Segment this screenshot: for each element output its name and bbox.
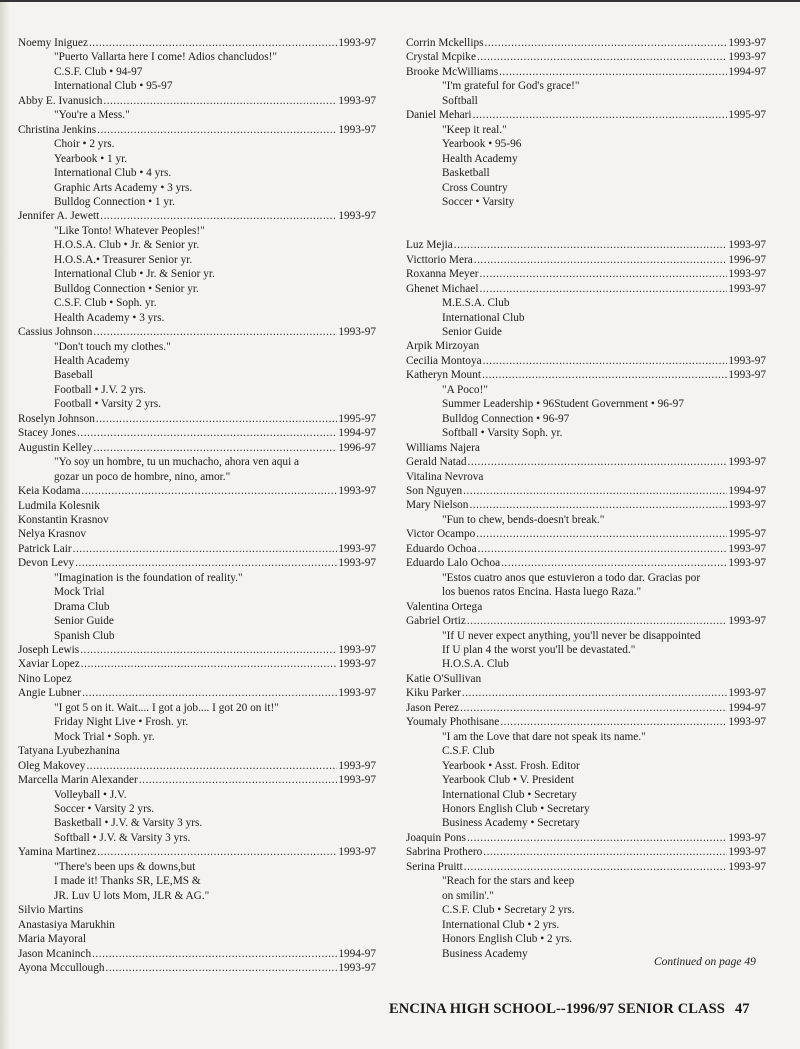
- senior-detail: "Keep it real.": [442, 123, 507, 136]
- senior-name: Gabriel Ortiz: [406, 615, 466, 628]
- senior-name: Vitalina Nevrova: [406, 470, 484, 483]
- senior-name: Oleg Makovey: [18, 759, 86, 772]
- senior-detail: C.S.F. Club • 94-97: [54, 65, 143, 78]
- senior-entry: [406, 455, 766, 469]
- top-border: [0, 0, 800, 2]
- dot-leader: [479, 282, 727, 296]
- senior-years: 1994-97: [728, 485, 766, 498]
- senior-detail: International Club • Secretary: [442, 788, 577, 801]
- dot-leader: [460, 701, 727, 715]
- senior-entry: [18, 657, 376, 671]
- senior-years: 1995-97: [728, 528, 766, 541]
- senior-years: 1993-97: [338, 94, 376, 107]
- senior-name: Ghenet Michael: [406, 282, 479, 295]
- senior-detail: Yearbook • 1 yr.: [54, 152, 128, 165]
- dot-leader: [462, 686, 727, 700]
- senior-detail: I made it! Thanks SR, LE,MS &: [54, 875, 201, 888]
- senior-years: 1993-97: [338, 687, 376, 700]
- senior-name: Williams Najera: [406, 441, 480, 454]
- senior-name: Patrick Lair: [18, 542, 72, 555]
- senior-years: 1994-97: [338, 427, 376, 440]
- senior-name: Xaviar Lopez: [18, 658, 80, 671]
- senior-entry: [406, 368, 766, 382]
- senior-entry: [18, 123, 376, 137]
- senior-detail: Soccer • Varsity 2 yrs.: [54, 803, 155, 816]
- senior-entry: [18, 672, 376, 686]
- senior-name: Sabrina Prothero: [406, 846, 483, 859]
- senior-name: Christina Jenkins: [18, 123, 97, 136]
- senior-name: Cecilia Montoya: [406, 354, 482, 367]
- senior-detail: International Club • 95-97: [54, 80, 173, 93]
- senior-detail: "Don't touch my clothes.": [54, 340, 171, 353]
- senior-detail: Senior Guide: [54, 615, 114, 628]
- senior-years: 1995-97: [728, 109, 766, 122]
- senior-entry: [18, 744, 376, 758]
- dot-leader: [482, 368, 727, 382]
- senior-name: Abby E. Ivanusich: [18, 94, 103, 107]
- dot-leader: [499, 65, 727, 79]
- senior-name: Silvio Martins: [18, 904, 83, 917]
- senior-name: Roxanna Meyer: [406, 268, 479, 281]
- senior-entry: [406, 441, 766, 455]
- senior-detail: H.O.S.A. Club: [442, 658, 509, 671]
- senior-years: 1993-97: [338, 557, 376, 570]
- senior-entry: [406, 701, 766, 715]
- senior-years: 1993-97: [338, 542, 376, 555]
- senior-detail: on smilin'.": [442, 889, 494, 902]
- senior-name: Gerald Natad: [406, 456, 467, 469]
- dot-leader: [467, 831, 727, 845]
- senior-name: Valentina Ortega: [406, 600, 483, 613]
- senior-detail: "Estos cuatro anos que estuvieron a todo dar. Gracias por: [442, 571, 701, 584]
- senior-detail: Softball • Varsity Soph. yr.: [442, 427, 563, 440]
- senior-name: Nelya Krasnov: [18, 528, 87, 541]
- senior-entry: [406, 354, 766, 368]
- page-number: 47: [734, 1001, 750, 1017]
- senior-years: 1994-97: [728, 701, 766, 714]
- senior-years: 1993-97: [728, 239, 766, 252]
- senior-years: 1993-97: [728, 542, 766, 555]
- dot-leader: [80, 643, 337, 657]
- senior-detail: "I got 5 on it. Wait.... I got a job.... I got 20 on it!": [54, 701, 279, 714]
- senior-detail: Yearbook • Asst. Frosh. Editor: [442, 759, 580, 772]
- senior-detail: Senior Guide: [442, 326, 502, 339]
- senior-entry: [406, 715, 766, 729]
- senior-name: Victtorio Mera: [406, 253, 473, 266]
- senior-name: Tatyana Lyubezhanina: [18, 745, 120, 758]
- senior-detail: International Club • Jr. & Senior yr.: [54, 268, 215, 281]
- senior-entry: [406, 672, 766, 686]
- senior-detail: "Like Tonto! Whatever Peoples!": [54, 224, 205, 237]
- senior-detail: "Reach for the stars and keep: [442, 875, 575, 888]
- senior-detail: Volleyball • J.V.: [54, 788, 127, 801]
- senior-detail: H.O.S.A.• Treasurer Senior yr.: [54, 253, 193, 266]
- senior-entry: [406, 282, 766, 296]
- senior-years: 1993-97: [338, 37, 376, 49]
- footer-title: ENCINA HIGH SCHOOL--1996/97 SENIOR CLASS: [389, 1001, 725, 1017]
- senior-name: Stacey Jones: [18, 427, 77, 440]
- senior-name: Brooke McWilliams: [406, 65, 499, 78]
- dot-leader: [106, 961, 338, 975]
- dot-leader: [483, 354, 728, 368]
- senior-name: Youmaly Phothisane: [406, 716, 500, 729]
- senior-detail: Soccer • Varsity: [442, 195, 515, 208]
- senior-detail: Honors English Club • 2 yrs.: [442, 933, 573, 946]
- senior-name: Ayona Mccullough: [18, 962, 105, 974]
- senior-years: 1993-97: [338, 326, 376, 339]
- senior-name: Yamina Martinez: [18, 846, 97, 859]
- senior-entry: [18, 527, 376, 541]
- senior-years: 1993-97: [338, 644, 376, 657]
- senior-entry: [406, 238, 766, 252]
- senior-years: 1993-97: [728, 456, 766, 469]
- senior-detail: C.S.F. Club • Soph. yr.: [54, 297, 157, 310]
- senior-years: 1993-97: [728, 860, 766, 873]
- senior-detail: Cross Country: [442, 181, 508, 194]
- senior-name: Luz Mejia: [406, 239, 453, 252]
- senior-entry: [406, 498, 766, 512]
- senior-entry: [18, 773, 376, 787]
- senior-detail: Bulldog Connection • 96-97: [442, 412, 570, 425]
- senior-entry: [406, 686, 766, 700]
- dot-leader: [103, 94, 337, 108]
- senior-years: 1993-97: [338, 658, 376, 671]
- senior-name: Konstantin Krasnov: [18, 513, 109, 526]
- senior-detail: Bulldog Connection • 1 yr.: [54, 195, 175, 208]
- senior-name: Corrin Mckellips: [406, 37, 484, 49]
- senior-years: 1996-97: [338, 441, 376, 454]
- dot-leader: [476, 527, 727, 541]
- dot-leader: [75, 556, 337, 570]
- dot-leader: [501, 556, 727, 570]
- senior-detail: los buenos ratos Encina. Hasta luego Raza.": [442, 586, 642, 599]
- senior-entry: [18, 845, 376, 859]
- senior-detail: H.O.S.A. Club • Jr. & Senior yr.: [54, 239, 200, 252]
- dot-leader: [454, 238, 728, 252]
- senior-years: 1993-97: [728, 557, 766, 570]
- senior-years: 1993-97: [338, 485, 376, 498]
- senior-years: 1996-97: [728, 253, 766, 266]
- senior-entry: [18, 686, 376, 700]
- senior-entry: [406, 65, 766, 79]
- senior-detail: Spanish Club: [54, 629, 115, 642]
- senior-detail: Bulldog Connection • Senior yr.: [54, 282, 199, 295]
- senior-entry: [406, 267, 766, 281]
- senior-years: 1993-97: [728, 499, 766, 512]
- senior-detail: Honors English Club • Secretary: [442, 802, 590, 815]
- dot-leader: [473, 108, 728, 122]
- senior-name: Jason Mcaninch: [18, 947, 92, 960]
- senior-entry: [18, 412, 376, 426]
- dot-leader: [73, 542, 338, 556]
- dot-leader: [469, 498, 727, 512]
- dot-leader: [485, 36, 728, 50]
- senior-name: Katie O'Sullivan: [406, 672, 482, 685]
- dot-leader: [93, 441, 337, 455]
- senior-entry: [18, 932, 376, 946]
- senior-name: Mary Nielson: [406, 499, 469, 512]
- senior-entry: [18, 556, 376, 570]
- split-right: Student Government • 96-97: [554, 398, 684, 411]
- senior-detail: Friday Night Live • Frosh. yr.: [54, 716, 189, 729]
- senior-years: 1993-97: [728, 846, 766, 859]
- dot-leader: [463, 484, 727, 498]
- senior-detail: Softball • J.V. & Varsity 3 yrs.: [54, 831, 191, 844]
- senior-entry: [18, 484, 376, 498]
- senior-name: Angie Lubner: [18, 687, 82, 700]
- senior-years: 1993-97: [728, 831, 766, 844]
- senior-name: Jennifer A. Jewett: [18, 210, 100, 223]
- senior-detail: "Yo soy un hombre, tu un muchacho, ahora ven aqui a: [54, 456, 300, 469]
- dot-leader: [86, 759, 337, 773]
- senior-detail: "Fun to chew, bends-doesn't break.": [442, 513, 605, 526]
- senior-name: Joaquin Pons: [406, 831, 466, 844]
- page-footer: [389, 1001, 750, 1018]
- dot-leader: [81, 484, 337, 498]
- senior-name: Eduardo Lalo Ochoa: [406, 557, 501, 570]
- senior-entry: [406, 527, 766, 541]
- senior-name: Anastasiya Marukhin: [18, 918, 115, 931]
- senior-entry: [406, 600, 766, 614]
- senior-detail: Choir • 2 yrs.: [54, 138, 115, 151]
- senior-entry: [18, 542, 376, 556]
- senior-years: 1993-97: [728, 268, 766, 281]
- senior-years: 1993-97: [728, 369, 766, 382]
- senior-years: 1993-97: [338, 774, 376, 787]
- senior-entry: [406, 556, 766, 570]
- dot-leader: [139, 773, 338, 787]
- senior-name: Ludmila Kolesnik: [18, 499, 100, 512]
- dot-leader: [478, 542, 728, 556]
- senior-years: 1993-97: [728, 615, 766, 628]
- senior-years: 1993-97: [338, 846, 376, 859]
- senior-years: 1993-97: [728, 354, 766, 367]
- senior-detail: International Club: [442, 311, 525, 324]
- senior-entry: [18, 903, 376, 917]
- dot-leader: [97, 845, 337, 859]
- senior-name: Maria Mayoral: [18, 933, 87, 946]
- senior-detail: JR. Luv U lots Mom, JLR & AG.": [54, 889, 210, 902]
- senior-detail: Softball: [442, 94, 478, 107]
- senior-name: Eduardo Ochoa: [406, 542, 477, 555]
- dot-leader: [479, 267, 727, 281]
- senior-entry: [406, 339, 766, 353]
- senior-entry: [18, 643, 376, 657]
- senior-entry: [406, 860, 766, 874]
- dot-leader: [92, 947, 337, 961]
- senior-entry: [406, 36, 766, 50]
- senior-entry: [18, 961, 376, 975]
- senior-name: Joseph Lewis: [18, 644, 80, 657]
- senior-detail: Basketball: [442, 167, 490, 180]
- senior-years: 1993-97: [338, 210, 376, 223]
- dot-leader: [81, 657, 338, 671]
- senior-name: Kiku Parker: [406, 687, 461, 700]
- senior-detail: Health Academy: [54, 354, 130, 367]
- senior-entry: [406, 831, 766, 845]
- dot-leader: [89, 36, 337, 50]
- senior-name: Marcella Marin Alexander: [18, 774, 138, 787]
- spacer: [406, 209, 766, 223]
- senior-years: 1993-97: [728, 282, 766, 295]
- senior-entry: [18, 94, 376, 108]
- dot-leader: [467, 614, 727, 628]
- senior-name: Arpik Mirzoyan: [406, 340, 480, 353]
- senior-years: 1993-97: [728, 716, 766, 729]
- senior-name: Son Nguyen: [406, 485, 463, 498]
- senior-detail: Business Academy • Secretary: [442, 817, 580, 830]
- senior-years: 1993-97: [728, 37, 766, 49]
- senior-entry: [18, 36, 376, 50]
- senior-detail: gozar un poco de hombre, nino, amor.": [54, 470, 231, 483]
- senior-detail: Health Academy • 3 yrs.: [54, 311, 165, 324]
- senior-list-right-column: [406, 36, 766, 961]
- senior-name: Keia Kodama: [18, 485, 81, 498]
- senior-name: Serina Pruitt: [406, 860, 463, 873]
- senior-detail: Basketball • J.V. & Varsity 3 yrs.: [54, 817, 203, 830]
- senior-detail: Football • J.V. 2 yrs.: [54, 383, 146, 396]
- senior-name: Nino Lopez: [18, 672, 72, 685]
- spacer: [406, 224, 766, 238]
- senior-detail: C.S.F. Club • Secretary 2 yrs.: [442, 904, 575, 917]
- senior-entry: [18, 325, 376, 339]
- senior-detail: International Club • 4 yrs.: [54, 167, 172, 180]
- senior-detail: Yearbook • 95-96: [442, 138, 522, 151]
- senior-entry: [406, 614, 766, 628]
- senior-name: Roselyn Johnson: [18, 412, 95, 425]
- senior-years: 1993-97: [338, 123, 376, 136]
- senior-entry: [406, 108, 766, 122]
- senior-entry: [18, 499, 376, 513]
- senior-detail: "A Poco!": [442, 383, 488, 396]
- dot-leader: [97, 123, 337, 137]
- senior-list-left-column: [18, 36, 376, 975]
- senior-entry: [406, 542, 766, 556]
- senior-detail: Baseball: [54, 369, 93, 382]
- dot-leader: [93, 325, 337, 339]
- senior-detail: Mock Trial • Soph. yr.: [54, 730, 155, 743]
- senior-name: Victor Ocampo: [406, 528, 476, 541]
- senior-detail: Football • Varsity 2 yrs.: [54, 398, 161, 411]
- dot-leader: [474, 253, 728, 267]
- senior-entry: [406, 50, 766, 64]
- senior-years: 1993-97: [338, 759, 376, 772]
- dot-leader: [477, 50, 727, 64]
- senior-detail: "You're a Mess.": [54, 109, 130, 122]
- senior-entry: [18, 441, 376, 455]
- senior-detail-split: [406, 397, 766, 411]
- senior-years: 1993-97: [728, 687, 766, 700]
- senior-detail: "Puerto Vallarta here I come! Adios chancludos!": [54, 51, 277, 64]
- senior-detail: M.E.S.A. Club: [442, 297, 510, 310]
- senior-name: Jason Perez: [406, 701, 460, 714]
- senior-entry: [18, 947, 376, 961]
- senior-detail: Drama Club: [54, 600, 110, 613]
- senior-entry: [406, 845, 766, 859]
- senior-detail: "I'm grateful for God's grace!": [442, 80, 580, 93]
- senior-entry: [406, 484, 766, 498]
- senior-name: Daniel Mehari: [406, 109, 472, 122]
- senior-entry: [18, 759, 376, 773]
- continued-note: Continued on page 49: [654, 956, 756, 968]
- senior-detail: "I am the Love that dare not speak its name.": [442, 730, 646, 743]
- page-binding-shadow: [0, 0, 10, 1049]
- senior-detail: Yearbook Club • V. President: [442, 774, 574, 787]
- dot-leader: [500, 715, 727, 729]
- senior-name: Noemy Iniguez: [18, 37, 88, 49]
- senior-years: 1994-97: [338, 947, 376, 960]
- senior-name: Cassius Johnson: [18, 326, 93, 339]
- dot-leader: [96, 412, 337, 426]
- senior-entry: [406, 253, 766, 267]
- senior-detail: "If U never expect anything, you'll never be disappointed: [442, 629, 701, 642]
- senior-entry: [18, 209, 376, 223]
- senior-name: Devon Levy: [18, 557, 75, 570]
- senior-detail: International Club • 2 yrs.: [442, 918, 560, 931]
- senior-years: 1993-97: [728, 51, 766, 64]
- senior-detail: If U plan 4 the worst you'll be devastated.": [442, 644, 636, 656]
- senior-name: Augustin Kelley: [18, 441, 93, 454]
- senior-detail: Mock Trial: [54, 586, 105, 599]
- dot-leader: [464, 860, 728, 874]
- dot-leader: [100, 209, 337, 223]
- senior-years: 1993-97: [338, 962, 376, 974]
- senior-detail: Graphic Arts Academy • 3 yrs.: [54, 181, 193, 194]
- senior-detail: "There's been ups & downs,but: [54, 860, 196, 873]
- senior-years: 1994-97: [728, 65, 766, 78]
- senior-years: 1995-97: [338, 412, 376, 425]
- senior-detail: Business Academy: [442, 947, 528, 960]
- dot-leader: [483, 845, 727, 859]
- dot-leader: [77, 426, 337, 440]
- senior-entry: [406, 470, 766, 484]
- senior-detail: "Imagination is the foundation of reality.": [54, 571, 243, 584]
- split-left: Summer Leadership • 96: [442, 398, 555, 411]
- senior-entry: [18, 918, 376, 932]
- senior-name: Crystal Mcpike: [406, 51, 476, 64]
- dot-leader: [468, 455, 728, 469]
- dot-leader: [82, 686, 337, 700]
- senior-detail: Health Academy: [442, 152, 518, 165]
- senior-entry: [18, 513, 376, 527]
- senior-entry: [18, 426, 376, 440]
- senior-detail: C.S.F. Club: [442, 745, 495, 758]
- senior-name: Katheryn Mount: [406, 369, 481, 382]
